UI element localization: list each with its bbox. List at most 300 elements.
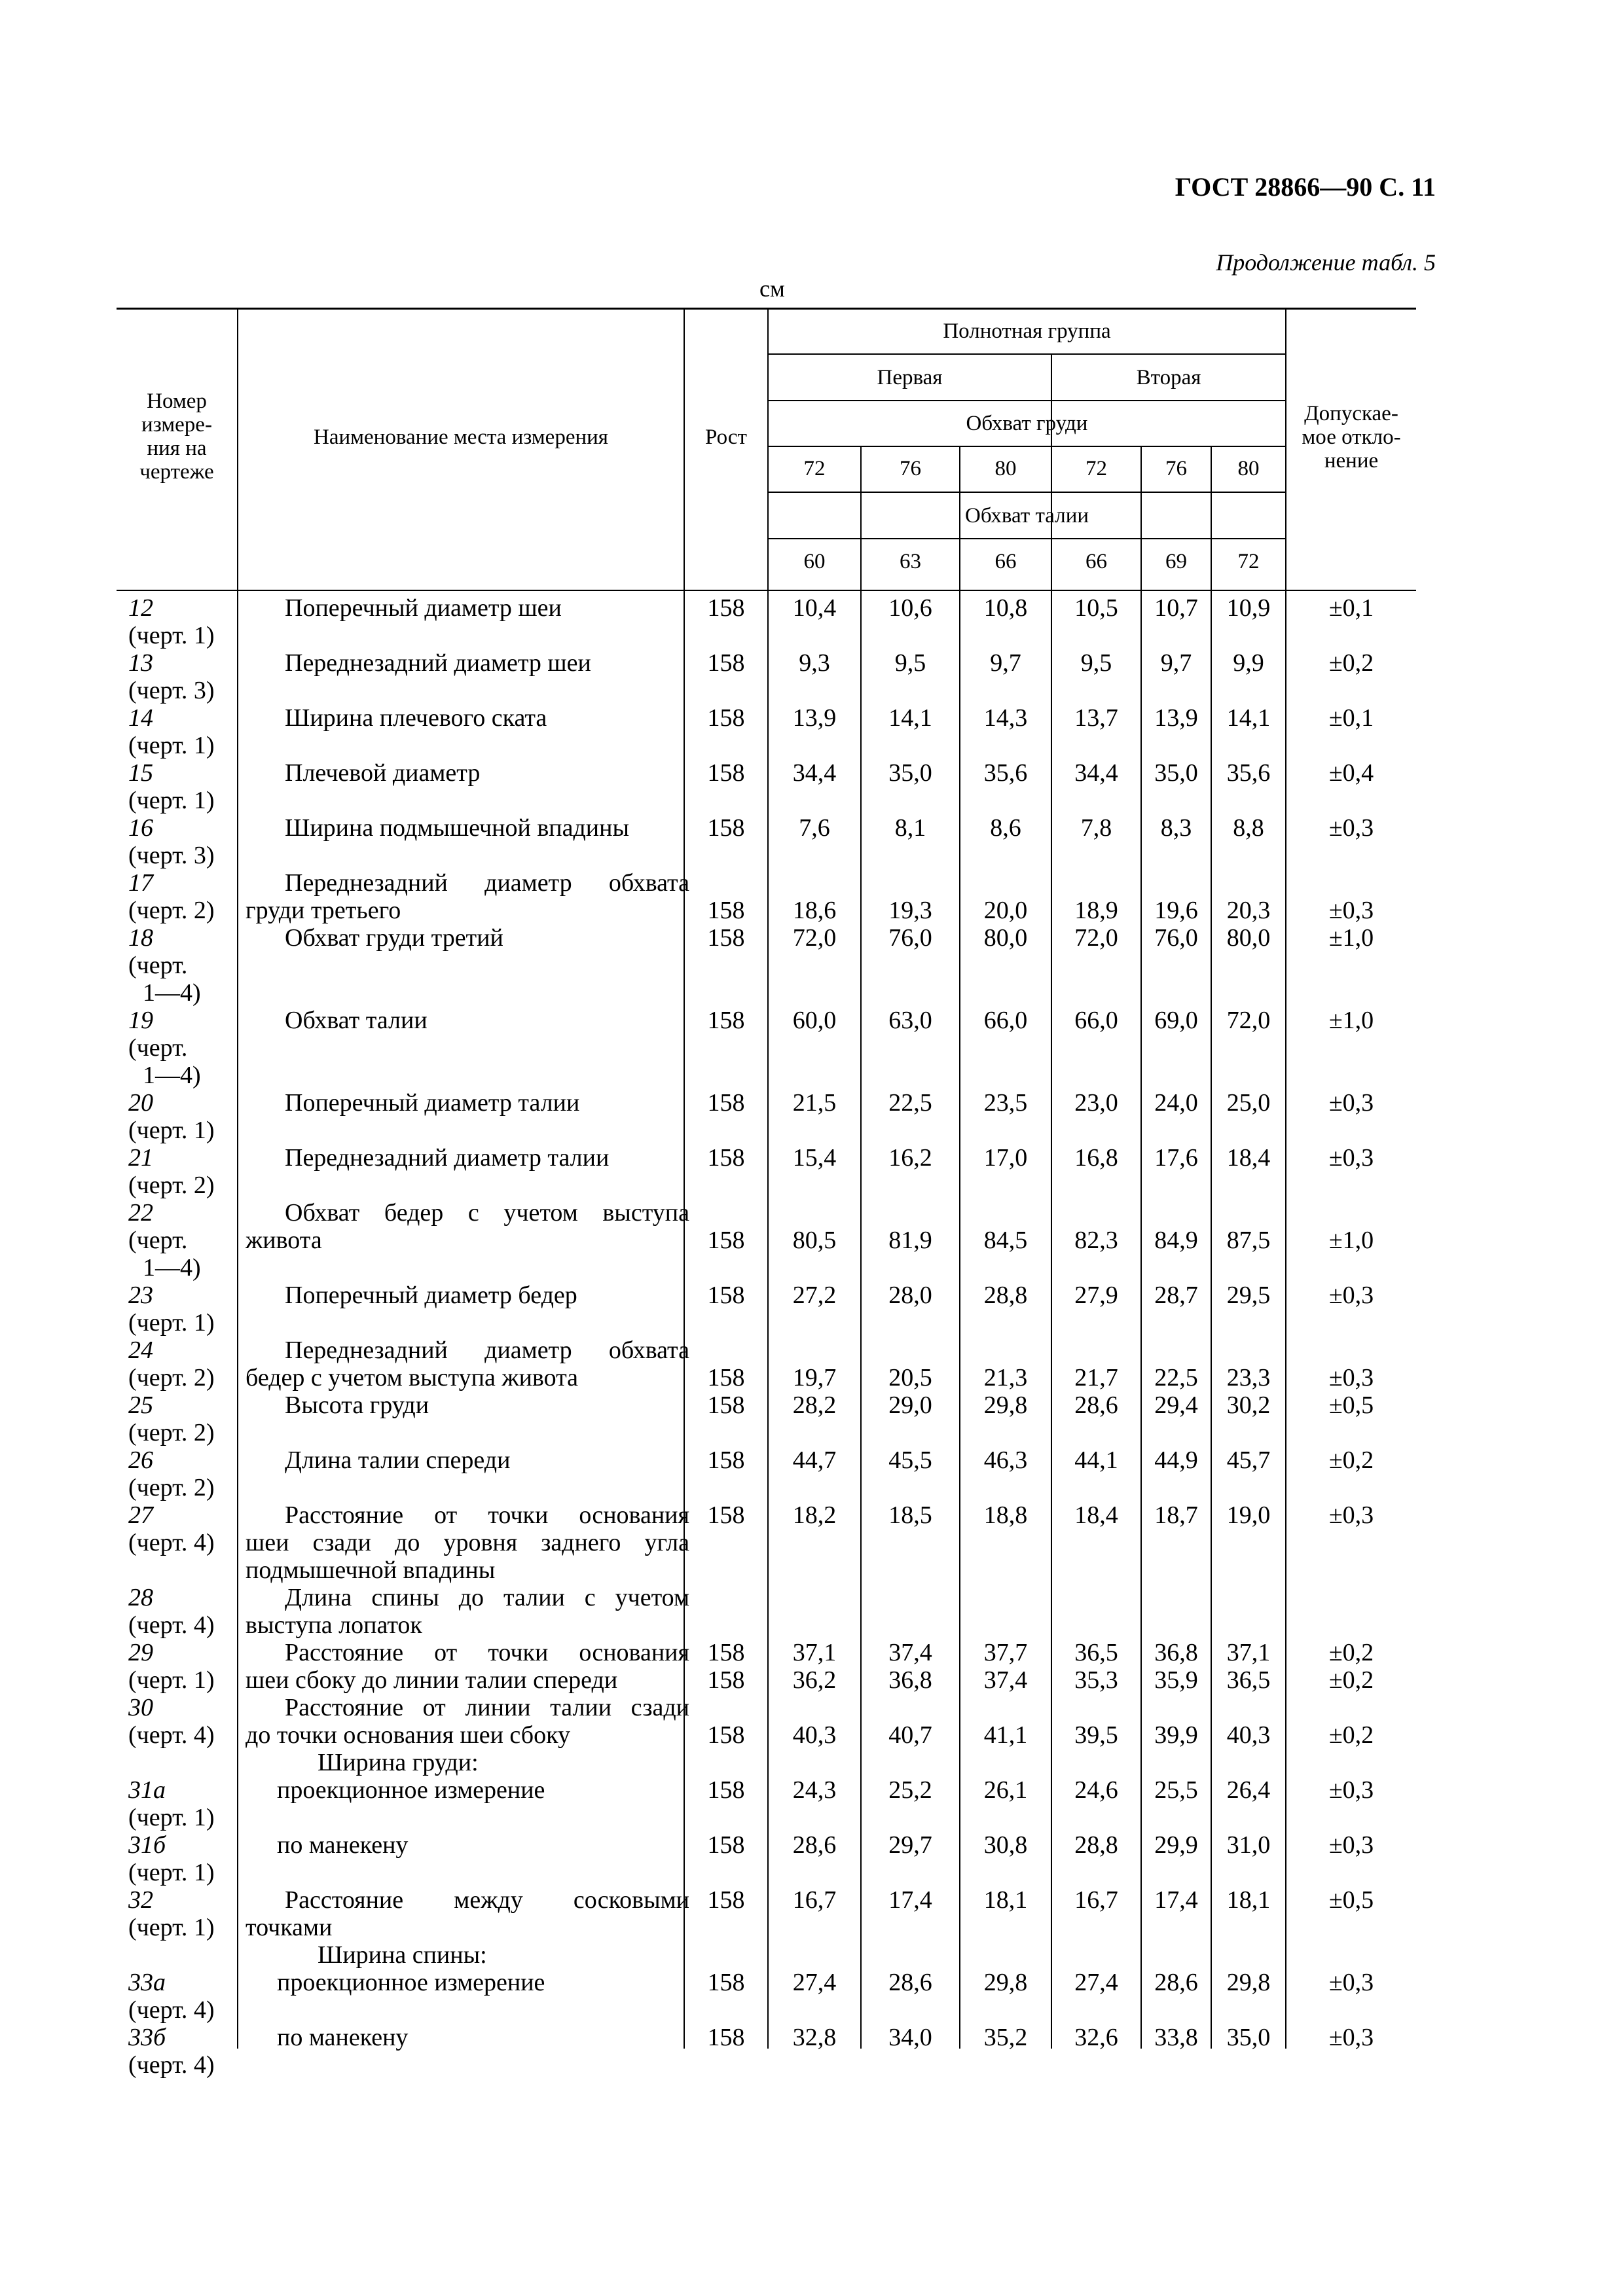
measurement-name-line: Расстояние от точки основания xyxy=(285,1639,689,1666)
height-value: 158 xyxy=(707,1969,745,1996)
measurement-name xyxy=(246,1391,689,1419)
measurement-name xyxy=(278,1749,722,1776)
measurement-value: 21,5 xyxy=(792,1089,837,1117)
measurement-name-line: Поперечный диаметр шеи xyxy=(285,594,562,622)
measurement-value: 27,2 xyxy=(792,1282,837,1309)
drawing-reference: (черт. 4) xyxy=(128,1721,215,1749)
tolerance-value: ±0,3 xyxy=(1328,1282,1374,1309)
chest-value: 72 xyxy=(1085,457,1107,480)
measurement-value: 35,9 xyxy=(1154,1666,1198,1694)
height-value: 158 xyxy=(707,759,745,787)
row-number: 33а xyxy=(128,1969,166,1996)
measurement-value: 8,6 xyxy=(990,814,1021,842)
measurement-value: 29,4 xyxy=(1154,1391,1198,1419)
height-value: 158 xyxy=(707,1446,745,1474)
row-number: 15 xyxy=(128,759,153,787)
tolerance-value: ±0,2 xyxy=(1328,1666,1374,1694)
measurement-value: 13,9 xyxy=(792,704,837,732)
measurement-name xyxy=(246,704,689,732)
measurement-value: 60,0 xyxy=(792,1007,837,1034)
measurement-name-line: по манекену xyxy=(277,2024,409,2051)
measurement-value: 16,7 xyxy=(792,1886,837,1914)
height-value: 158 xyxy=(707,1639,745,1666)
height-value: 158 xyxy=(707,594,745,622)
tolerance-value: ±0,4 xyxy=(1328,759,1374,787)
measurement-value: 20,3 xyxy=(1226,897,1271,924)
measurement-name-line: бедер с учетом выступа живота xyxy=(246,1364,579,1391)
height-value: 158 xyxy=(707,1282,745,1309)
measurement-value: 9,7 xyxy=(990,649,1021,677)
height-value: 158 xyxy=(707,1721,745,1749)
measurement-value: 29,0 xyxy=(888,1391,932,1419)
measurement-value: 29,8 xyxy=(983,1391,1028,1419)
drawing-reference: 1—4) xyxy=(143,1254,201,1282)
measurement-value: 10,9 xyxy=(1226,594,1271,622)
measurement-name-line: Ширина груди: xyxy=(318,1749,479,1776)
tolerance-value: ±0,3 xyxy=(1328,1831,1374,1859)
measurement-name-line: Поперечный диаметр талии xyxy=(285,1089,580,1117)
measurement-value: 22,5 xyxy=(1154,1364,1198,1391)
measurement-value: 16,8 xyxy=(1074,1144,1118,1172)
measurement-value: 80,0 xyxy=(983,924,1028,952)
measurement-name-line: Высота груди xyxy=(285,1391,429,1419)
measurement-value: 72,0 xyxy=(1226,1007,1271,1034)
measurement-value: 20,0 xyxy=(983,897,1028,924)
measurement-value: 16,7 xyxy=(1074,1886,1118,1914)
measurement-value: 10,5 xyxy=(1074,594,1118,622)
tolerance-value: ±0,3 xyxy=(1328,1089,1374,1117)
header-group-second: Вторая xyxy=(1136,366,1201,389)
measurement-value: 28,6 xyxy=(1074,1391,1118,1419)
measurement-name xyxy=(246,1446,689,1474)
drawing-reference: (черт. 2) xyxy=(128,1419,215,1446)
measurement-value: 15,4 xyxy=(792,1144,837,1172)
measurement-value: 69,0 xyxy=(1154,1007,1198,1034)
measurement-value: 18,5 xyxy=(888,1501,932,1529)
drawing-reference: (черт. 3) xyxy=(128,842,215,869)
subgroup-rule xyxy=(767,400,1285,401)
measurement-value: 8,1 xyxy=(894,814,926,842)
waist-value: 69 xyxy=(1165,550,1187,573)
measurement-value: 29,8 xyxy=(983,1969,1028,1996)
tolerance-value: ±0,3 xyxy=(1328,1144,1374,1172)
measurement-name-line: Расстояние от точки основания xyxy=(285,1501,689,1529)
chest-value: 80 xyxy=(994,457,1017,480)
measurement-name xyxy=(246,1089,689,1117)
measurement-value: 30,2 xyxy=(1226,1391,1271,1419)
drawing-reference: (черт. 1) xyxy=(128,787,215,814)
col-divider xyxy=(237,308,238,2049)
measurement-value: 19,0 xyxy=(1226,1501,1271,1529)
measurement-value: 22,5 xyxy=(888,1089,932,1117)
measurement-value: 46,3 xyxy=(983,1446,1028,1474)
measurement-name-line: Обхват талии xyxy=(285,1007,428,1034)
measurement-name xyxy=(246,1584,689,1639)
measurement-name-line: Ширина подмышечной впадины xyxy=(285,814,630,842)
measurement-value: 40,3 xyxy=(1226,1721,1271,1749)
row-number: 22 xyxy=(128,1199,153,1227)
chest-values-rule xyxy=(767,492,1285,493)
tolerance-value: ±0,2 xyxy=(1328,1446,1374,1474)
measurement-value: 40,3 xyxy=(792,1721,837,1749)
drawing-reference: 1—4) xyxy=(143,979,201,1007)
drawing-reference: 1—4) xyxy=(143,1062,201,1089)
height-value: 158 xyxy=(707,1227,745,1254)
tolerance-value: ±1,0 xyxy=(1328,1227,1374,1254)
measurement-value: 34,4 xyxy=(792,759,837,787)
measurement-value: 23,5 xyxy=(983,1089,1028,1117)
measurement-value: 18,1 xyxy=(1226,1886,1271,1914)
chest-value: 76 xyxy=(900,457,921,480)
measurement-value: 13,7 xyxy=(1074,704,1118,732)
measurement-name xyxy=(246,1776,689,1804)
measurement-value: 80,5 xyxy=(792,1227,837,1254)
measurement-name-line: Обхват бедер с учетом выступа xyxy=(285,1199,689,1227)
header-col-height: Рост xyxy=(705,425,747,449)
tolerance-value: ±0,2 xyxy=(1328,1721,1374,1749)
measurement-value: 27,4 xyxy=(792,1969,837,1996)
tolerance-value: ±0,3 xyxy=(1328,1776,1374,1804)
row-number: 25 xyxy=(128,1391,153,1419)
waist-value: 72 xyxy=(1237,550,1260,573)
chest-value: 76 xyxy=(1165,457,1187,480)
row-number: 20 xyxy=(128,1089,153,1117)
drawing-reference: (черт. 1) xyxy=(128,1804,215,1831)
drawing-reference: (черт. xyxy=(128,1227,188,1254)
header-bottom-rule xyxy=(117,590,1416,591)
measurement-value: 24,0 xyxy=(1154,1089,1198,1117)
measurement-value: 80,0 xyxy=(1226,924,1271,952)
measurement-name-line: живота xyxy=(246,1227,322,1254)
row-number: 23 xyxy=(128,1282,153,1309)
row-number: 18 xyxy=(128,924,153,952)
header-waist: Обхват талии xyxy=(964,504,1089,528)
measurement-value: 18,2 xyxy=(792,1501,837,1529)
measurement-value: 18,9 xyxy=(1074,897,1118,924)
measurement-value: 19,7 xyxy=(792,1364,837,1391)
waist-rule xyxy=(767,538,1285,539)
measurement-value: 29,5 xyxy=(1226,1282,1271,1309)
measurement-value: 44,1 xyxy=(1074,1446,1118,1474)
measurement-value: 72,0 xyxy=(792,924,837,952)
tolerance-value: ±1,0 xyxy=(1328,1007,1374,1034)
measurement-value: 72,0 xyxy=(1074,924,1118,952)
row-number: 28 xyxy=(128,1584,153,1611)
waist-value: 66 xyxy=(994,550,1017,573)
measurement-value: 28,7 xyxy=(1154,1282,1198,1309)
measurement-value: 63,0 xyxy=(888,1007,932,1034)
measurement-value: 37,7 xyxy=(983,1639,1028,1666)
height-value: 158 xyxy=(707,704,745,732)
measurement-value: 87,5 xyxy=(1226,1227,1271,1254)
measurement-value: 28,8 xyxy=(983,1282,1028,1309)
unit-label: см xyxy=(759,276,785,302)
drawing-reference: (черт. 2) xyxy=(128,897,215,924)
measurement-name-line: Переднезадний диаметр талии xyxy=(285,1144,610,1172)
table-continuation-label: Продолжение табл. 5 xyxy=(1216,249,1436,276)
header-col-number: Номер измере- ния на чертеже xyxy=(139,389,214,484)
measurement-value: 9,7 xyxy=(1160,649,1192,677)
measurement-name xyxy=(278,1941,722,1969)
drawing-reference: (черт. 2) xyxy=(128,1364,215,1391)
row-number: 16 xyxy=(128,814,153,842)
page-header: ГОСТ 28866—90 С. 11 xyxy=(1175,172,1436,202)
row-number: 30 xyxy=(128,1694,153,1721)
measurement-value: 10,6 xyxy=(888,594,932,622)
row-number: 12 xyxy=(128,594,153,622)
drawing-reference: (черт. 1) xyxy=(128,622,215,649)
row-number: 27 xyxy=(128,1501,153,1529)
measurement-value: 36,8 xyxy=(888,1666,932,1694)
measurement-value: 36,8 xyxy=(1154,1639,1198,1666)
row-number: 19 xyxy=(128,1007,153,1034)
header-col-tolerance: Допускае- мое откло- нение xyxy=(1302,402,1401,473)
measurement-name xyxy=(246,1336,689,1391)
tolerance-value: ±1,0 xyxy=(1328,924,1374,952)
measurement-value: 36,5 xyxy=(1226,1666,1271,1694)
tolerance-value: ±0,5 xyxy=(1328,1886,1374,1914)
chest-rule xyxy=(767,446,1285,447)
measurement-value: 23,3 xyxy=(1226,1364,1271,1391)
measurement-name xyxy=(246,1694,689,1749)
measurement-value: 17,4 xyxy=(888,1886,932,1914)
measurement-value: 7,8 xyxy=(1080,814,1112,842)
table-top-rule xyxy=(117,308,1416,310)
measurement-name xyxy=(246,649,689,677)
height-value: 158 xyxy=(707,1089,745,1117)
measurement-value: 35,6 xyxy=(1226,759,1271,787)
measurement-value: 21,7 xyxy=(1074,1364,1118,1391)
measurement-value: 18,8 xyxy=(983,1501,1028,1529)
header-group-first: Первая xyxy=(877,366,943,389)
height-value: 158 xyxy=(707,1666,745,1694)
tolerance-value: ±0,1 xyxy=(1328,594,1374,622)
tolerance-value: ±0,3 xyxy=(1328,814,1374,842)
waist-value: 60 xyxy=(803,550,826,573)
measurement-value: 35,0 xyxy=(1154,759,1198,787)
measurement-value: 30,8 xyxy=(983,1831,1028,1859)
tolerance-value: ±0,3 xyxy=(1328,1969,1374,1996)
measurement-name-line: Поперечный диаметр бедер xyxy=(285,1282,577,1309)
group-rule xyxy=(767,353,1285,355)
chest-value: 80 xyxy=(1237,457,1260,480)
measurement-value: 9,9 xyxy=(1233,649,1264,677)
measurement-name xyxy=(246,1639,689,1694)
tolerance-value: ±0,1 xyxy=(1328,704,1374,732)
measurement-value: 37,4 xyxy=(983,1666,1028,1694)
measurement-value: 35,6 xyxy=(983,759,1028,787)
measurement-value: 81,9 xyxy=(888,1227,932,1254)
measurement-name xyxy=(246,594,689,622)
measurement-value: 23,0 xyxy=(1074,1089,1118,1117)
measurement-value: 44,9 xyxy=(1154,1446,1198,1474)
drawing-reference: (черт. 3) xyxy=(128,677,215,704)
measurement-name xyxy=(246,814,689,842)
header-group: Полнотная группа xyxy=(943,319,1111,343)
waist-value: 63 xyxy=(900,550,921,573)
row-number: 31б xyxy=(128,1831,166,1859)
measurement-name xyxy=(246,1282,689,1309)
measurement-name xyxy=(246,1144,689,1172)
measurement-value: 9,5 xyxy=(894,649,926,677)
measurement-value: 17,0 xyxy=(983,1144,1028,1172)
measurement-value: 29,9 xyxy=(1154,1831,1198,1859)
measurement-name xyxy=(246,1969,689,1996)
drawing-reference: (черт. 4) xyxy=(128,1529,215,1556)
measurement-value: 7,6 xyxy=(799,814,830,842)
height-value: 158 xyxy=(707,1831,745,1859)
measurement-name-line: шеи сбоку до линии талии спереди xyxy=(246,1666,618,1694)
measurement-value: 29,8 xyxy=(1226,1969,1271,1996)
tolerance-value: ±0,3 xyxy=(1328,2024,1374,2051)
measurement-value: 76,0 xyxy=(1154,924,1198,952)
measurement-value: 37,1 xyxy=(792,1639,837,1666)
measurement-name-line: Переднезадний диаметр обхвата xyxy=(285,869,689,897)
measurement-name xyxy=(246,1886,689,1941)
measurement-name xyxy=(246,924,689,952)
measurement-value: 39,9 xyxy=(1154,1721,1198,1749)
measurement-value: 27,4 xyxy=(1074,1969,1118,1996)
measurement-value: 32,8 xyxy=(792,2024,837,2051)
measurement-value: 35,2 xyxy=(983,2024,1028,2051)
measurement-value: 28,0 xyxy=(888,1282,932,1309)
measurement-value: 18,4 xyxy=(1226,1144,1271,1172)
measurement-value: 40,7 xyxy=(888,1721,932,1749)
row-number: 17 xyxy=(128,869,153,897)
measurement-value: 25,2 xyxy=(888,1776,932,1804)
measurement-value: 28,6 xyxy=(792,1831,837,1859)
measurement-value: 25,5 xyxy=(1154,1776,1198,1804)
measurement-name-line: выступа лопаток xyxy=(246,1611,422,1639)
measurement-value: 37,4 xyxy=(888,1639,932,1666)
measurement-name-line: Длина талии спереди xyxy=(285,1446,511,1474)
measurement-name-line: Расстояние от линии талии сзади xyxy=(285,1694,689,1721)
measurement-name-line: Длина спины до талии с учетом xyxy=(285,1584,689,1611)
measurement-value: 66,0 xyxy=(1074,1007,1118,1034)
measurement-value: 18,7 xyxy=(1154,1501,1198,1529)
drawing-reference: (черт. 4) xyxy=(128,1611,215,1639)
measurement-value: 27,9 xyxy=(1074,1282,1118,1309)
measurement-value: 76,0 xyxy=(888,924,932,952)
measurement-value: 84,5 xyxy=(983,1227,1028,1254)
row-number: 13 xyxy=(128,649,153,677)
measurement-value: 14,1 xyxy=(1226,704,1271,732)
height-value: 158 xyxy=(707,814,745,842)
measurement-value: 16,2 xyxy=(888,1144,932,1172)
measurement-value: 33,8 xyxy=(1154,2024,1198,2051)
row-number: 33б xyxy=(128,2024,166,2051)
measurement-value: 28,6 xyxy=(888,1969,932,1996)
height-value: 158 xyxy=(707,1886,745,1914)
measurement-name-line: проекционное измерение xyxy=(277,1969,545,1996)
measurement-value: 21,3 xyxy=(983,1364,1028,1391)
measurement-name-line: груди третьего xyxy=(246,897,401,924)
measurement-name-line: Переднезадний диаметр обхвата xyxy=(285,1336,689,1364)
row-number: 14 xyxy=(128,704,153,732)
drawing-reference: (черт. 1) xyxy=(128,1859,215,1886)
measurement-name-line: Плечевой диаметр xyxy=(285,759,481,787)
height-value: 158 xyxy=(707,924,745,952)
measurement-value: 17,6 xyxy=(1154,1144,1198,1172)
measurement-value: 10,4 xyxy=(792,594,837,622)
height-value: 158 xyxy=(707,1007,745,1034)
measurement-value: 24,3 xyxy=(792,1776,837,1804)
row-number: 24 xyxy=(128,1336,153,1364)
height-value: 158 xyxy=(707,1364,745,1391)
measurement-value: 39,5 xyxy=(1074,1721,1118,1749)
header-col-name: Наименование места измерения xyxy=(314,425,608,449)
drawing-reference: (черт. 1) xyxy=(128,1117,215,1144)
drawing-reference: (черт. 1) xyxy=(128,1309,215,1336)
measurement-value: 19,6 xyxy=(1154,897,1198,924)
measurement-value: 44,7 xyxy=(792,1446,837,1474)
measurement-value: 35,0 xyxy=(1226,2024,1271,2051)
drawing-reference: (черт. 1) xyxy=(128,1914,215,1941)
row-number: 21 xyxy=(128,1144,153,1172)
drawing-reference: (черт. xyxy=(128,1034,188,1062)
measurement-value: 32,6 xyxy=(1074,2024,1118,2051)
height-value: 158 xyxy=(707,1144,745,1172)
measurement-value: 19,3 xyxy=(888,897,932,924)
measurement-value: 18,6 xyxy=(792,897,837,924)
tolerance-value: ±0,3 xyxy=(1328,897,1374,924)
measurement-value: 18,1 xyxy=(983,1886,1028,1914)
measurement-value: 82,3 xyxy=(1074,1227,1118,1254)
measurement-name xyxy=(246,2024,689,2051)
measurement-name-line: Переднезадний диаметр шеи xyxy=(285,649,591,677)
measurement-value: 28,2 xyxy=(792,1391,837,1419)
tolerance-value: ±0,2 xyxy=(1328,649,1374,677)
measurement-value: 45,7 xyxy=(1226,1446,1271,1474)
measurement-name-line: Ширина спины: xyxy=(318,1941,487,1969)
measurement-name-line: подмышечной впадины xyxy=(246,1556,496,1584)
measurement-value: 35,3 xyxy=(1074,1666,1118,1694)
drawing-reference: (черт. 4) xyxy=(128,1996,215,2024)
measurement-name xyxy=(246,1007,689,1034)
measurement-value: 14,1 xyxy=(888,704,932,732)
drawing-reference: (черт. 2) xyxy=(128,1474,215,1501)
measurement-name xyxy=(246,1199,689,1254)
measurement-value: 34,0 xyxy=(888,2024,932,2051)
measurement-name-line: Ширина плечевого ската xyxy=(285,704,547,732)
measurement-value: 45,5 xyxy=(888,1446,932,1474)
drawing-reference: (черт. 1) xyxy=(128,1666,215,1694)
waist-value: 66 xyxy=(1085,550,1107,573)
measurement-value: 34,4 xyxy=(1074,759,1118,787)
measurement-value: 36,5 xyxy=(1074,1639,1118,1666)
height-value: 158 xyxy=(707,897,745,924)
height-value: 158 xyxy=(707,1776,745,1804)
measurement-value: 26,4 xyxy=(1226,1776,1271,1804)
measurement-value: 29,7 xyxy=(888,1831,932,1859)
measurement-value: 13,9 xyxy=(1154,704,1198,732)
measurement-value: 17,4 xyxy=(1154,1886,1198,1914)
measurement-value: 9,3 xyxy=(799,649,830,677)
drawing-reference: (черт. 1) xyxy=(128,732,215,759)
tolerance-value: ±0,5 xyxy=(1328,1391,1374,1419)
measurement-value: 28,8 xyxy=(1074,1831,1118,1859)
header-chest: Обхват груди xyxy=(966,412,1088,435)
row-number: 29 xyxy=(128,1639,153,1666)
row-number: 31а xyxy=(128,1776,166,1804)
measurement-value: 37,1 xyxy=(1226,1639,1271,1666)
measurement-name-line: шеи сзади до уровня заднего угла xyxy=(246,1529,689,1556)
measurement-value: 24,6 xyxy=(1074,1776,1118,1804)
measurement-value: 26,1 xyxy=(983,1776,1028,1804)
measurement-name-line: Обхват груди третий xyxy=(285,924,503,952)
measurement-value: 14,3 xyxy=(983,704,1028,732)
measurement-name-line: до точки основания шеи сбоку xyxy=(246,1721,571,1749)
